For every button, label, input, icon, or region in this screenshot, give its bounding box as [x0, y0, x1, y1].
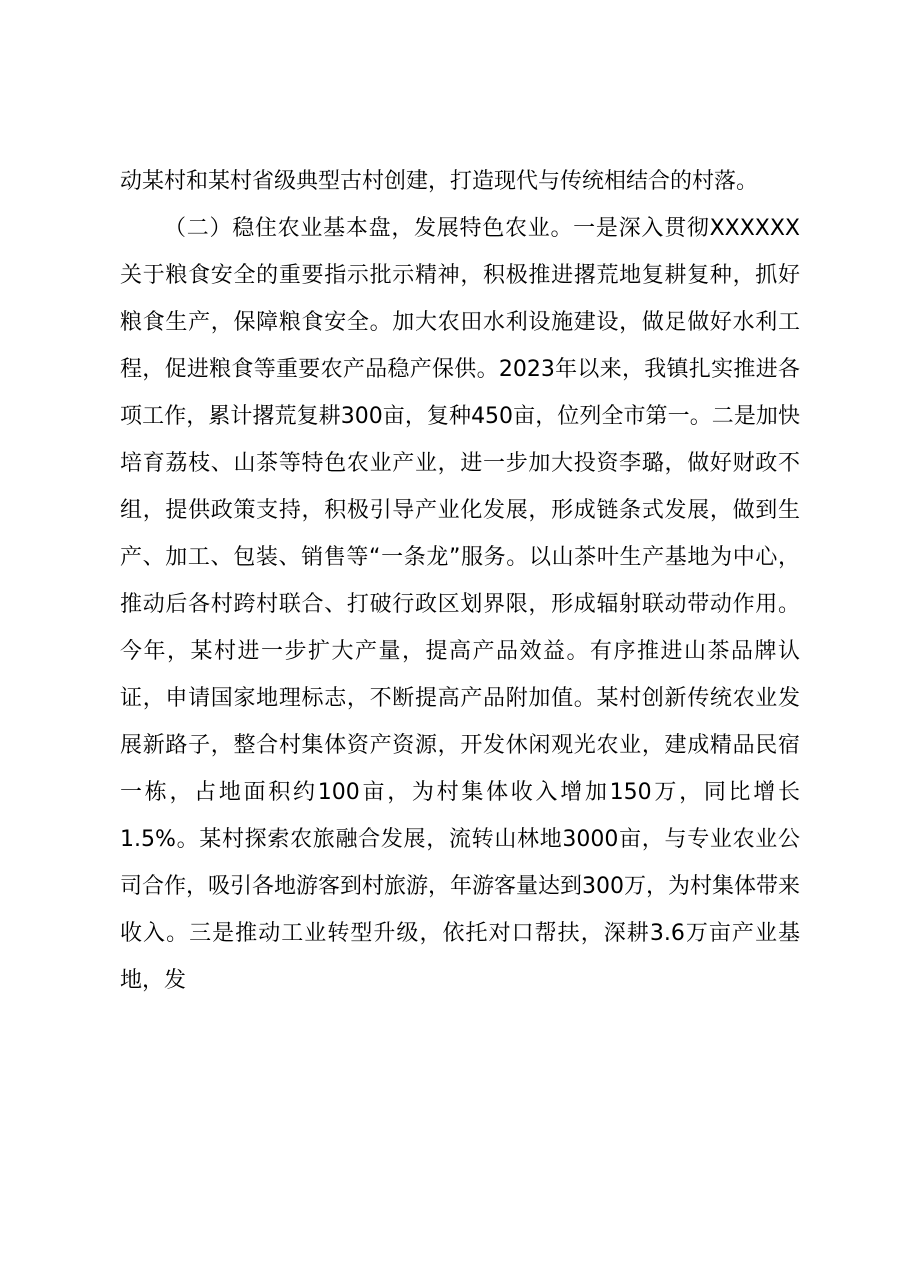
- paragraph-continuation: 动某村和某村省级典型古村创建，打造现代与传统相结合的村落。: [120, 169, 759, 194]
- paragraph-agriculture: （二）稳住农业基本盘，发展特色农业。一是深入贯彻XXXXXX关于粮食安全的重要指示批示精神，积极推进撂荒地复耕复种，抓好粮食生产，保障粮食安全。加大农田水利设施建设，做足做好水利工程，促进粮食等重要农产品稳产保供。2023年以来，我镇扎实推进各项工作，累计撂荒复耕300亩，复种450亩，位列全市第一。二是加快培育荔枝、山茶等特色农业产业，进一步加大投资李璐，做好财政不组，提供政策支持，积极引导产业化发展，形成链条式发展，做到生产、加工、包装、销售等“一条龙”服务。以山茶叶生产基地为中心，推动后各村跨村联合、打破行政区划界限，形成辐射联动带动作用。今年，某村进一步扩大产量，提高产品效益。有序推进山茶品牌认证，申请国家地理标志，不断提高产品附加值。某村创新传统农业发展新路子，整合村集体资产资源，开发休闲观光农业，建成精品民宿一栋，占地面积约100亩，为村集体收入增加150万，同比增长1.5%。某村探索农旅融合发展，流转山林地3000亩，与专业农业公司合作，吸引各地游客到村旅游，年游客量达到300万，为村集体带来收入。三是推动工业转型升级，依托对口帮扶，深耕3.6万亩产业基地，发: [120, 216, 800, 993]
- document-body: [120, 158, 800, 1004]
